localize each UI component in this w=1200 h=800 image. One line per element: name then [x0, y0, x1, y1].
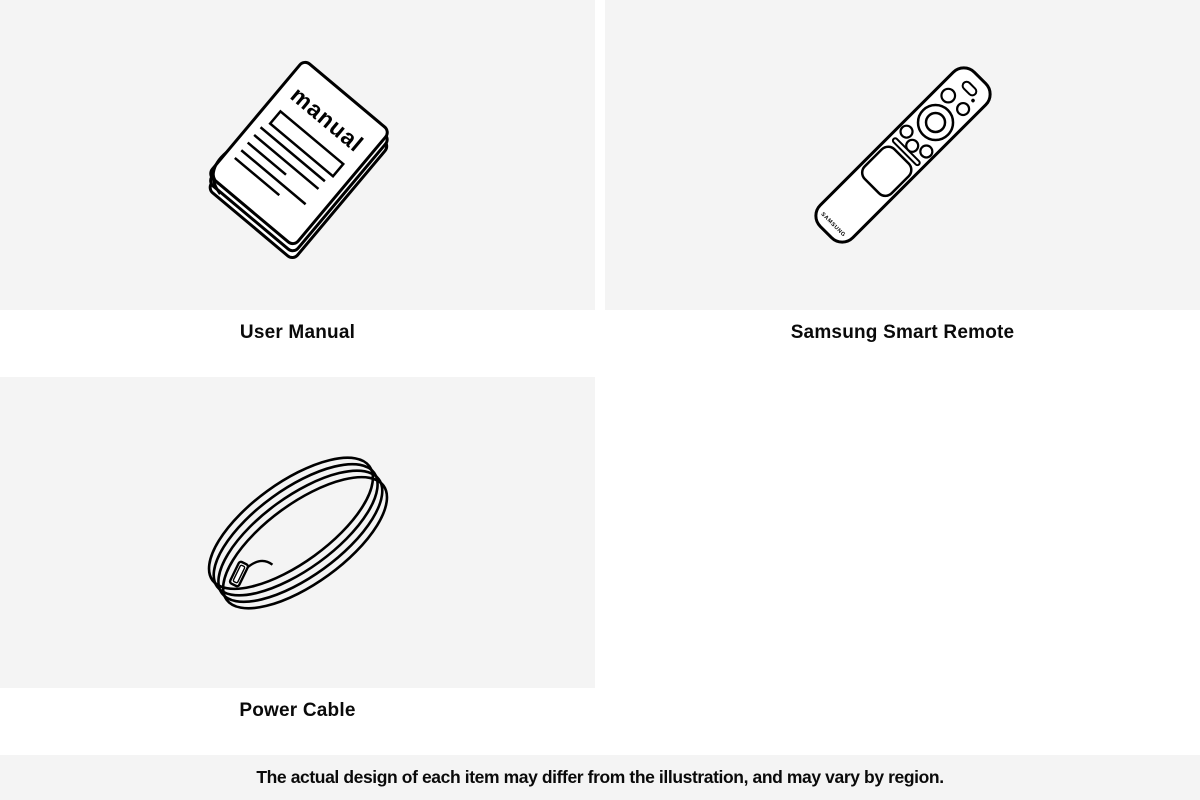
smart-remote-icon	[788, 45, 1018, 265]
footer-bar	[0, 755, 1200, 800]
user-manual-label: User Manual	[239, 322, 356, 343]
user-manual-icon	[183, 49, 413, 261]
smart-remote-label: Samsung Smart Remote	[790, 322, 1015, 343]
item-panel-power-cable	[0, 377, 595, 688]
remote-brand-text: SAMSUNG	[818, 211, 847, 239]
item-label-row	[0, 688, 595, 722]
item-panel-smart-remote	[605, 0, 1200, 310]
power-cable-label: Power Cable	[239, 700, 356, 721]
item-panel-user-manual	[0, 0, 595, 310]
footer-note: The actual design of each item may differ from the illustration, and may vary by region.	[256, 767, 944, 787]
manual-cover-text: manual	[285, 81, 369, 158]
item-label-row	[0, 310, 595, 344]
power-cable-icon	[183, 418, 413, 648]
item-label-row	[605, 310, 1200, 344]
